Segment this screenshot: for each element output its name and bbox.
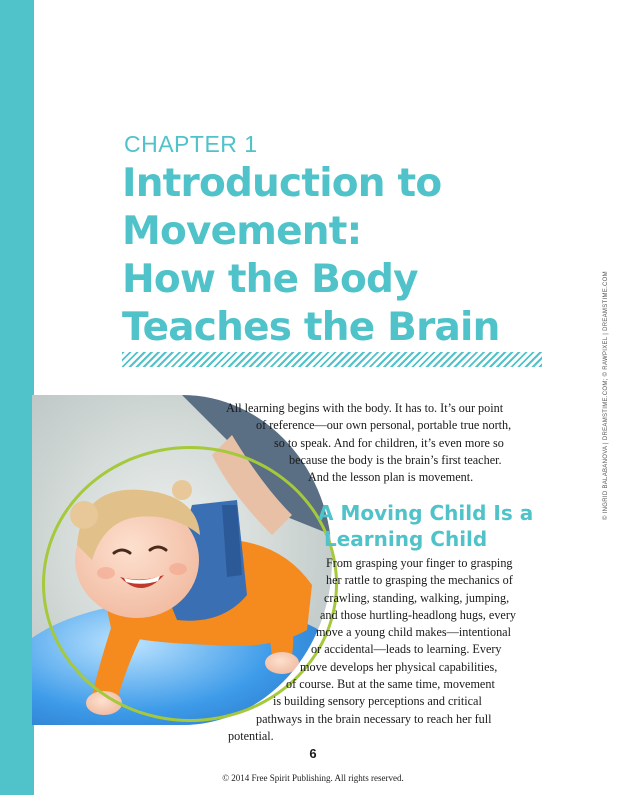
- body-line: of course. But at the same time, movement: [286, 677, 495, 692]
- body-line: move a young child makes—intentional: [316, 625, 511, 640]
- body-line: is building sensory perceptions and critical: [273, 694, 482, 709]
- body-line: crawling, standing, walking, jumping,: [324, 590, 510, 605]
- chapter-title-line: Movement:: [122, 209, 362, 254]
- intro-paragraph: [200, 400, 560, 486]
- body-line: her rattle to grasping the mechanics of: [326, 573, 513, 588]
- body-line: and those hurtling-headlong hugs, every: [320, 607, 516, 622]
- section-heading: [318, 500, 533, 552]
- hatched-divider: [122, 352, 542, 367]
- intro-line: so to speak. And for children, it’s even more so: [274, 435, 504, 450]
- section-body: [200, 555, 580, 745]
- body-line: move develops her physical capabilities,: [300, 659, 498, 674]
- chapter-title: [122, 160, 500, 352]
- body-line: pathways in the brain necessary to reach her full: [256, 711, 492, 726]
- body-line: or accidental—leads to learning. Every: [311, 642, 502, 657]
- side-color-bar: [0, 0, 34, 795]
- intro-line: And the lesson plan is movement.: [308, 470, 474, 485]
- chapter-title-line: Teaches the Brain: [122, 305, 500, 350]
- intro-line: of reference—our own personal, portable true north,: [256, 418, 512, 433]
- copyright-notice: © 2014 Free Spirit Publishing. All rights reserved.: [222, 773, 404, 783]
- chapter-title-line: How the Body: [122, 257, 418, 302]
- page-number: 6: [309, 746, 317, 761]
- chapter-label: CHAPTER 1: [124, 131, 258, 157]
- intro-line: All learning begins with the body. It has to. It’s our point: [226, 401, 504, 415]
- section-heading-line: A Moving Child Is a: [318, 501, 534, 525]
- photo-credit: © INGRID BALABANOVA | DREAMSTIME.COM; © RAWPIXEL | DREAMSTIME.COM: [603, 271, 609, 520]
- intro-line: because the body is the brain’s first teacher.: [289, 452, 502, 467]
- chapter-title-line: Introduction to: [122, 161, 442, 206]
- section-heading-line: Learning Child: [324, 527, 488, 551]
- body-line: potential.: [228, 728, 274, 743]
- body-line: From grasping your finger to grasping: [326, 556, 513, 570]
